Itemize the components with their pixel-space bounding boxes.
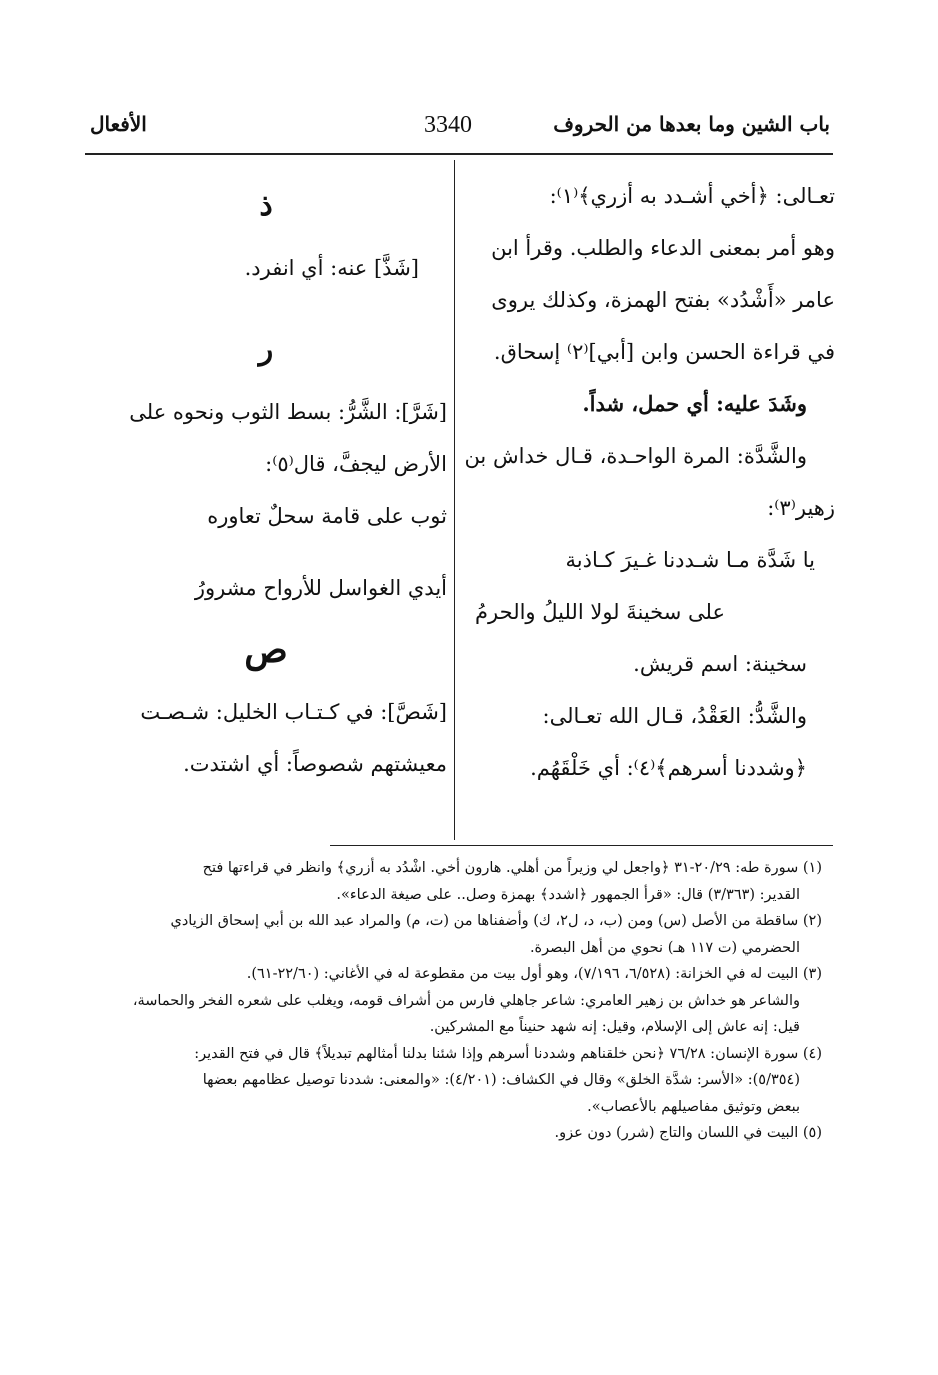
page-number: 3340 bbox=[424, 112, 472, 138]
footnote-rule bbox=[330, 845, 833, 846]
footnote-3: (٣) البيت له في الخزانة: (٦/٥٢٨، ٧/١٩٦)، وهو أول بيت من مقطوعة له في الأغاني: (٢٢/٦٠-٦١). bbox=[246, 966, 822, 982]
text-line: وهو أمر بمعنى الدعاء والطلب. وقرأ ابن bbox=[491, 236, 835, 260]
footnote-2-cont: الحضرمي (ت ١١٧ هـ) نحوي من أهل البصرة. bbox=[529, 939, 800, 956]
footnote-1: (١) سورة طه: ٢٠/٢٩-٣١ ﴿واجعل لي وزيراً من أهلي. هارون أخي. اشْدُد به أزري﴾ وانظر في قراءتها فتح bbox=[202, 860, 822, 876]
footnote-4: (٤) سورة الإنسان: ٧٦/٢٨ ﴿نحن خلقناهم وشددنا أسرهم وإذا شئنا بدلنا أمثالهم تبديلاً﴾ قال في فتح القدير: bbox=[194, 1045, 822, 1062]
text-line: في قراءة الحسن وابن [أبي]⁽٢⁾ إسحاق. bbox=[493, 340, 835, 364]
footnote-4-cont: (٥/٣٥٤): «الأسر: شدَّة الخلق» وقال في الكشاف: (٤/٢٠١): «والمعنى: شددنا توصيل عظامهم بعضها bbox=[202, 1072, 800, 1088]
footnote-5: (٥) البيت في اللسان والتاج (شرر) دون عزو. bbox=[554, 1125, 822, 1141]
text-line: تعـالى: ﴿أخي أشـدد به أزري﴾⁽١⁾: bbox=[549, 184, 835, 208]
text-line: زهير⁽٣⁾: bbox=[767, 496, 835, 520]
left-column bbox=[85, 170, 447, 790]
footnote-3-cont: قيل: إنه عاش إلى الإسلام، وقيل: إنه شهد حنيناً مع المشركين. bbox=[429, 1019, 800, 1035]
chapter-title: باب الشين وما بعدها من الحروف bbox=[553, 112, 830, 136]
footnotes bbox=[80, 855, 822, 1147]
entry-shadda-alayh: وشَدَ عليه: أي حمل، شداً. bbox=[582, 391, 807, 416]
entry-shadda: والشَّدَّة: المرة الواحـدة، قـال خداش بن bbox=[464, 444, 807, 468]
footnote-1-cont: القدير: (٣/٣٦٣) قال: «قرأ الجمهور ﴿اشدد﴾ بهمزة وصل.. على صيغة الدعاء». bbox=[336, 886, 800, 903]
entry-shadh: [شَذَّ] عنه: أي انفرد. bbox=[244, 256, 419, 280]
text-line: ﴿وشددنا أسرهم﴾⁽٤⁾: أي خَلْقَهُم. bbox=[530, 756, 807, 780]
letter-heading-ra: ر bbox=[258, 332, 274, 367]
entry-sharr-cont: الأرض ليجفَّ، قال⁽٥⁾: bbox=[265, 452, 447, 476]
header-rule bbox=[85, 153, 833, 155]
footnote-2: (٢) ساقطة من الأصل (س) ومن (ب، د، ل٢، ك) وأضفناها من (ت، م) والمراد عبد الله بن أبي إسحاق الزيادي bbox=[170, 913, 822, 929]
verse-line: على سخينةَ لولا الليلُ والحرمُ bbox=[475, 600, 725, 624]
verse-line: أيدي الغواسل للأرواح مشرورُ bbox=[194, 576, 447, 600]
text-line: سخينة: اسم قريش. bbox=[633, 652, 807, 676]
column-divider bbox=[454, 160, 455, 840]
right-column bbox=[463, 170, 835, 794]
footnote-4-cont: ببعض وتوثيق مفاصيلهم بالأعصاب». bbox=[587, 1098, 800, 1115]
verse-line: يا شَدَّة مـا شـددنا غـيرَ كـاذبة bbox=[565, 548, 815, 572]
entry-shass: [شَصَّ]: في كـتـاب الخليل: شـصـت bbox=[140, 700, 447, 724]
footnote-3-cont: والشاعر هو خداش بن زهير العامري: شاعر جاهلي فارس من أشراف قومه، ويغلب على شعره الفخر والحماسة، bbox=[132, 992, 800, 1009]
entry-sharr: [شَرَّ]: الشَّرُّ: بسط الثوب ونحوه على bbox=[129, 400, 447, 424]
section-title: الأفعال bbox=[90, 112, 147, 136]
entry-shadd: والشَّدُّ: العَقْدُ، قـال الله تعـالى: bbox=[542, 704, 807, 728]
verse-line: ثوب على قامة سحلٌ تعاوره bbox=[207, 504, 447, 528]
text-line: عامر «أَشْدُد» بفتح الهمزة، وكذلك يروى bbox=[491, 288, 835, 312]
entry-shass-cont: معيشتهم شصوصاً: أي اشتدت. bbox=[183, 752, 447, 776]
letter-heading-sad: ص bbox=[244, 629, 288, 671]
letter-heading-dhal: ذ bbox=[259, 188, 273, 223]
